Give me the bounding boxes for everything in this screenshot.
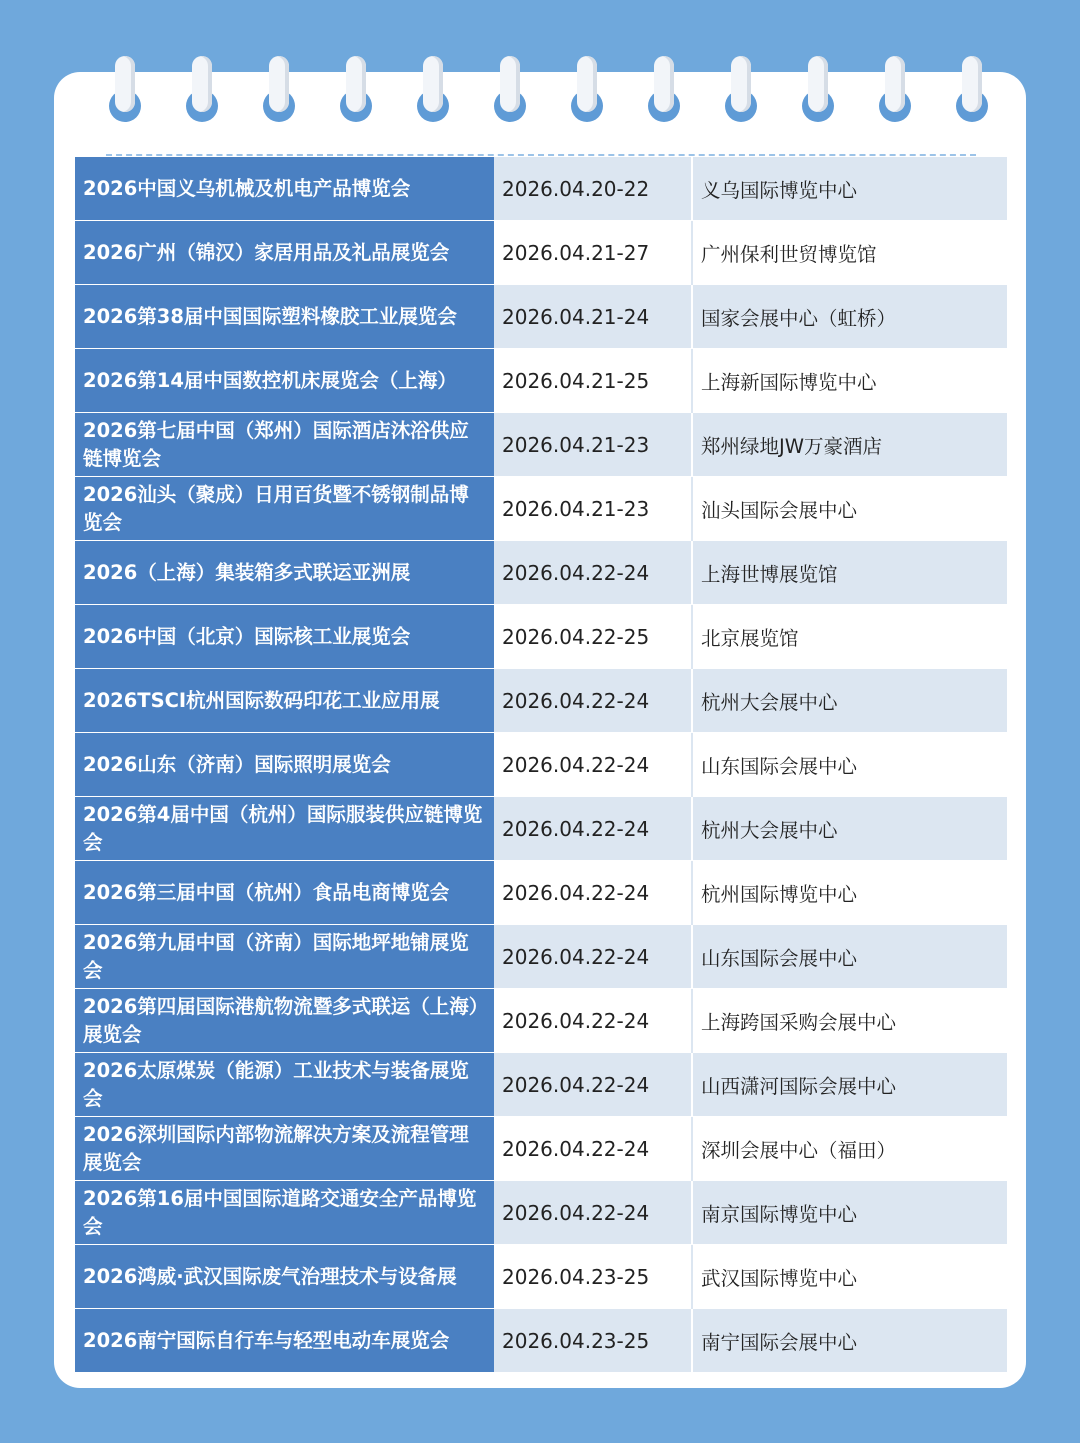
exhibition-date-cell: 2026.04.22-25: [494, 605, 692, 669]
exhibition-venue-cell: 杭州大会展中心: [692, 669, 1007, 733]
exhibition-name-cell: 2026山东（济南）国际照明展览会: [75, 733, 494, 797]
exhibition-venue-cell: 南宁国际会展中心: [692, 1309, 1007, 1373]
exhibition-name-cell: 2026TSCI杭州国际数码印花工业应用展: [75, 669, 494, 733]
binder-ring-icon: [261, 56, 297, 126]
exhibition-name-cell: 2026深圳国际内部物流解决方案及流程管理展览会: [75, 1117, 494, 1181]
table-row: [75, 733, 1007, 797]
binder-ring-icon: [723, 56, 759, 126]
binder-ring-icon: [569, 56, 605, 126]
exhibition-date-cell: 2026.04.22-24: [494, 989, 692, 1053]
dashed-divider: [106, 154, 976, 156]
table-row: [75, 541, 1007, 605]
exhibition-date-cell: 2026.04.22-24: [494, 1117, 692, 1181]
exhibition-date-cell: 2026.04.21-23: [494, 413, 692, 477]
exhibition-name-cell: 2026汕头（聚成）日用百货暨不锈钢制品博览会: [75, 477, 494, 541]
exhibition-date-cell: 2026.04.22-24: [494, 797, 692, 861]
exhibition-date-cell: 2026.04.23-25: [494, 1309, 692, 1373]
exhibition-venue-cell: 汕头国际会展中心: [692, 477, 1007, 541]
exhibition-venue-cell: 上海世博展览馆: [692, 541, 1007, 605]
exhibition-date-cell: 2026.04.22-24: [494, 861, 692, 925]
table-row: [75, 1117, 1007, 1181]
table-row: [75, 797, 1007, 861]
exhibition-date-cell: 2026.04.21-27: [494, 221, 692, 285]
exhibition-date-cell: 2026.04.22-24: [494, 1053, 692, 1117]
exhibition-name-cell: 2026第七届中国（郑州）国际酒店沐浴供应链博览会: [75, 413, 494, 477]
exhibition-date-cell: 2026.04.21-23: [494, 477, 692, 541]
exhibition-name-cell: 2026鸿威·武汉国际废气治理技术与设备展: [75, 1245, 494, 1309]
binder-ring-icon: [954, 56, 990, 126]
exhibition-venue-cell: 南京国际博览中心: [692, 1181, 1007, 1245]
table-row: [75, 285, 1007, 349]
exhibition-venue-cell: 国家会展中心（虹桥）: [692, 285, 1007, 349]
exhibition-name-cell: 2026南宁国际自行车与轻型电动车展览会: [75, 1309, 494, 1373]
exhibition-date-cell: 2026.04.23-25: [494, 1245, 692, 1309]
binder-ring-icon: [800, 56, 836, 126]
table-row: [75, 1181, 1007, 1245]
exhibition-date-cell: 2026.04.22-24: [494, 541, 692, 605]
binder-ring-icon: [184, 56, 220, 126]
exhibition-venue-cell: 山西潇河国际会展中心: [692, 1053, 1007, 1117]
exhibition-venue-cell: 深圳会展中心（福田）: [692, 1117, 1007, 1181]
table-row: [75, 1309, 1007, 1373]
exhibition-table-body: [75, 157, 1007, 1373]
exhibition-venue-cell: 郑州绿地JW万豪酒店: [692, 413, 1007, 477]
table-row: [75, 157, 1007, 221]
exhibition-name-cell: 2026中国义乌机械及机电产品博览会: [75, 157, 494, 221]
exhibition-name-cell: 2026第38届中国国际塑料橡胶工业展览会: [75, 285, 494, 349]
exhibition-date-cell: 2026.04.22-24: [494, 669, 692, 733]
binder-ring-icon: [492, 56, 528, 126]
exhibition-date-cell: 2026.04.20-22: [494, 157, 692, 221]
table-row: [75, 861, 1007, 925]
exhibition-date-cell: 2026.04.22-24: [494, 925, 692, 989]
table-row: [75, 925, 1007, 989]
table-row: [75, 1245, 1007, 1309]
binder-ring-icon: [338, 56, 374, 126]
table-row: [75, 989, 1007, 1053]
exhibition-name-cell: 2026中国（北京）国际核工业展览会: [75, 605, 494, 669]
exhibition-date-cell: 2026.04.22-24: [494, 1181, 692, 1245]
binder-ring-icon: [877, 56, 913, 126]
exhibition-venue-cell: 杭州大会展中心: [692, 797, 1007, 861]
exhibition-venue-cell: 杭州国际博览中心: [692, 861, 1007, 925]
exhibition-venue-cell: 山东国际会展中心: [692, 925, 1007, 989]
exhibition-venue-cell: 武汉国际博览中心: [692, 1245, 1007, 1309]
exhibition-name-cell: 2026第四届国际港航物流暨多式联运（上海）展览会: [75, 989, 494, 1053]
table-row: [75, 605, 1007, 669]
exhibition-venue-cell: 上海跨国采购会展中心: [692, 989, 1007, 1053]
table-row: [75, 349, 1007, 413]
table-row: [75, 221, 1007, 285]
exhibition-venue-cell: 义乌国际博览中心: [692, 157, 1007, 221]
binder-ring-icon: [107, 56, 143, 126]
exhibition-venue-cell: 广州保利世贸博览馆: [692, 221, 1007, 285]
exhibition-venue-cell: 山东国际会展中心: [692, 733, 1007, 797]
exhibition-date-cell: 2026.04.21-24: [494, 285, 692, 349]
exhibition-table: [75, 157, 1007, 1373]
exhibition-name-cell: 2026广州（锦汉）家居用品及礼品展览会: [75, 221, 494, 285]
table-row: [75, 477, 1007, 541]
exhibition-name-cell: 2026（上海）集装箱多式联运亚洲展: [75, 541, 494, 605]
table-row: [75, 1053, 1007, 1117]
binder-ring-icon: [415, 56, 451, 126]
table-row: [75, 669, 1007, 733]
exhibition-date-cell: 2026.04.22-24: [494, 733, 692, 797]
exhibition-venue-cell: 北京展览馆: [692, 605, 1007, 669]
exhibition-name-cell: 2026第九届中国（济南）国际地坪地铺展览会: [75, 925, 494, 989]
exhibition-name-cell: 2026第16届中国国际道路交通安全产品博览会: [75, 1181, 494, 1245]
binder-rings: [54, 56, 1026, 126]
exhibition-name-cell: 2026第14届中国数控机床展览会（上海）: [75, 349, 494, 413]
exhibition-name-cell: 2026第三届中国（杭州）食品电商博览会: [75, 861, 494, 925]
table-row: [75, 413, 1007, 477]
binder-ring-icon: [646, 56, 682, 126]
exhibition-date-cell: 2026.04.21-25: [494, 349, 692, 413]
exhibition-name-cell: 2026第4届中国（杭州）国际服装供应链博览会: [75, 797, 494, 861]
exhibition-name-cell: 2026太原煤炭（能源）工业技术与装备展览会: [75, 1053, 494, 1117]
exhibition-venue-cell: 上海新国际博览中心: [692, 349, 1007, 413]
